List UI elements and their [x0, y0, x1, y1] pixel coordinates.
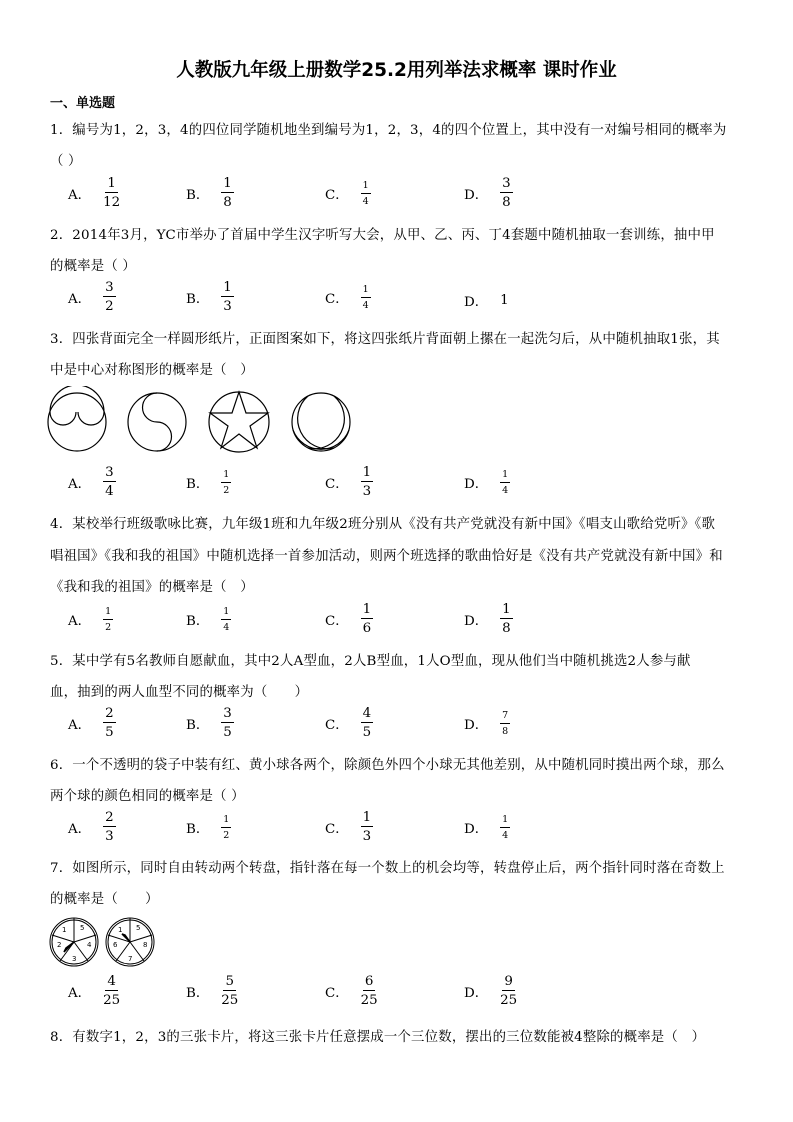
question-1-line-1: 1．编号为1，2，3，4的四位同学随机地坐到编号为1，2，3，4的四个位置上，其中没有一对编号相同的概率为	[50, 123, 727, 138]
fraction-numerator: 1	[500, 815, 510, 828]
option-d[interactable]	[464, 815, 510, 840]
fraction-denominator: 4	[362, 299, 369, 311]
option-fraction	[500, 603, 513, 636]
question-2-options	[0, 281, 793, 321]
option-fraction	[221, 281, 234, 314]
fraction-denominator: 5	[105, 725, 114, 741]
question-1-options	[0, 177, 793, 217]
fraction-denominator: 5	[223, 725, 232, 741]
option-fraction	[361, 466, 374, 499]
question-4-line-1: 4．某校举行班级歌咏比赛，九年级1班和九年级2班分别从《没有共产党就没有新中国》《唱支山歌给党听》《歌	[50, 517, 716, 532]
option-b[interactable]	[186, 815, 231, 840]
option-c[interactable]	[325, 975, 378, 1008]
question-4-line-2: 唱祖国》《我和我的祖国》中随机选择一首参加活动，则两个班选择的歌曲恰好是《没有共产党就没有新中国》和	[50, 549, 723, 564]
question-5-options	[0, 707, 793, 747]
question-2-line-1: 2．2014年3月，YC市举办了首届中学生汉字听写大会，从甲、乙、丙、丁4套题中随机抽取一套训练，抽中甲	[50, 228, 715, 243]
fraction-denominator: 2	[223, 829, 230, 841]
option-fraction	[103, 811, 116, 844]
fraction-denominator: 3	[223, 299, 232, 315]
option-fraction	[103, 281, 116, 314]
fraction-denominator: 8	[502, 195, 511, 211]
option-a[interactable]	[68, 281, 116, 314]
fraction-denominator: 4	[223, 621, 230, 633]
fraction-denominator: 8	[223, 195, 232, 211]
option-fraction	[221, 975, 238, 1008]
option-a[interactable]	[68, 607, 113, 632]
option-label: D．	[464, 187, 489, 203]
fraction-numerator: 1	[105, 177, 118, 193]
option-fraction	[221, 707, 234, 740]
option-label: A．	[68, 985, 92, 1001]
question-6-line-2: 两个球的颜色相同的概率是（ ）	[50, 789, 245, 804]
option-label: D．	[464, 295, 489, 310]
fraction-numerator: 1	[361, 811, 374, 827]
option-label: D．	[464, 985, 489, 1001]
spinner-right-num: 7	[128, 955, 133, 963]
spinner-right-num: 1	[118, 926, 123, 934]
option-fraction	[221, 815, 231, 840]
spinner-left-num: 5	[80, 924, 85, 932]
q3-figures-svg	[46, 386, 366, 458]
fraction-denominator: 25	[221, 993, 239, 1009]
fraction-numerator: 1	[361, 466, 374, 482]
option-label: B．	[186, 822, 210, 837]
option-label: C．	[325, 476, 349, 492]
spinners-svg	[48, 916, 158, 970]
question-7-line-2: 的概率是（ ）	[50, 892, 159, 907]
fraction-numerator: 3	[103, 466, 116, 482]
fraction-denominator: 12	[103, 195, 121, 211]
option-fraction	[361, 603, 374, 636]
question-6-options	[0, 811, 793, 851]
option-b[interactable]	[186, 281, 234, 314]
option-d[interactable]	[464, 975, 517, 1008]
option-d[interactable]	[464, 711, 510, 736]
option-label: B．	[186, 717, 210, 733]
option-b[interactable]	[186, 975, 238, 1008]
option-label: C．	[325, 292, 349, 307]
question-3-line-2: 中是中心对称图形的概率是（ ）	[50, 363, 254, 378]
option-fraction	[361, 285, 371, 310]
option-label: D．	[464, 613, 489, 629]
q3-circle-figures	[46, 386, 366, 462]
question-8-line-1: 8．有数字1，2，3的三张卡片，将这三张卡片任意摆成一个三位数，摆出的三位数能被4整除的概率是（ ）	[50, 1030, 706, 1045]
fraction-denominator: 2	[105, 621, 112, 633]
question-5-line-1: 5．某中学有5名教师自愿献血，其中2人A型血，2人B型血，1人O型血，现从他们当中随机挑选2人参与献	[50, 654, 691, 669]
question-3-options	[0, 466, 793, 506]
option-c[interactable]	[325, 181, 371, 206]
fraction-denominator: 5	[362, 725, 372, 741]
fraction-numerator: 3	[103, 281, 116, 297]
fraction-denominator: 4	[362, 195, 369, 207]
fraction-denominator: 3	[362, 484, 372, 500]
spinner-left-num: 1	[62, 926, 67, 934]
option-value: 1	[500, 293, 509, 308]
fraction-denominator: 25	[500, 993, 518, 1009]
option-label: B．	[186, 187, 210, 203]
fraction-numerator: 1	[361, 603, 374, 619]
option-b[interactable]	[186, 177, 234, 210]
question-1-line-2: （ ）	[50, 154, 82, 169]
fraction-denominator: 8	[502, 621, 511, 637]
fraction-denominator: 25	[103, 993, 121, 1009]
option-label: C．	[325, 188, 349, 203]
question-5-line-2: 血，抽到的两人血型不同的概率为（ ）	[50, 685, 309, 700]
section-heading: 一、单选题	[50, 96, 116, 111]
option-label: C．	[325, 985, 349, 1001]
question-7-line-1: 7．如图所示，同时自由转动两个转盘，指针落在每一个数上的机会均等，转盘停止后，两个指针同时落在奇数上	[50, 861, 725, 876]
option-label: D．	[464, 718, 489, 733]
option-fraction	[221, 607, 231, 632]
question-4-line-3: 《我和我的祖国》的概率是（ ）	[50, 580, 254, 595]
figure-circle-star	[209, 392, 269, 452]
spinner-right-num: 6	[113, 941, 118, 949]
spinner-right-num: 5	[136, 924, 141, 932]
fraction-denominator: 4	[502, 829, 509, 841]
fraction-numerator: 1	[221, 281, 234, 297]
fraction-denominator: 4	[502, 484, 509, 496]
option-c[interactable]	[325, 466, 373, 499]
option-a[interactable]	[68, 466, 116, 499]
option-fraction	[361, 975, 378, 1008]
option-b[interactable]	[186, 707, 234, 740]
option-c[interactable]	[325, 811, 373, 844]
question-4-options	[0, 603, 793, 643]
fraction-numerator: 7	[500, 711, 510, 724]
option-label: B．	[186, 477, 210, 492]
fraction-numerator: 1	[103, 607, 113, 620]
option-fraction	[500, 815, 510, 840]
fraction-numerator: 9	[502, 975, 515, 991]
option-fraction	[361, 707, 374, 740]
option-a[interactable]	[68, 811, 116, 844]
fraction-numerator: 1	[500, 470, 510, 483]
option-fraction	[500, 975, 517, 1008]
option-fraction	[361, 811, 374, 844]
spinner-left-num: 3	[72, 955, 77, 963]
option-d[interactable]	[464, 603, 513, 636]
option-fraction	[221, 470, 231, 495]
question-2-line-2: 的概率是（ ）	[50, 259, 136, 274]
option-a[interactable]	[68, 177, 120, 210]
fraction-numerator: 1	[361, 285, 371, 298]
fraction-numerator: 6	[363, 975, 376, 991]
fraction-numerator: 4	[361, 707, 374, 723]
fraction-numerator: 1	[221, 815, 231, 828]
fraction-denominator: 4	[105, 484, 114, 500]
fraction-numerator: 2	[103, 707, 116, 723]
fraction-numerator: 1	[221, 470, 231, 483]
figure-circle-trefoil	[292, 393, 350, 451]
fraction-numerator: 3	[221, 707, 234, 723]
fraction-numerator: 2	[103, 811, 116, 827]
fraction-denominator: 2	[223, 484, 230, 496]
spinner-left-num: 4	[87, 941, 92, 949]
option-label: C．	[325, 717, 349, 733]
question-3-line-1: 3．四张背面完全一样圆形纸片，正面图案如下，将这四张纸片背面朝上摞在一起洗匀后，从中随机抽取1张，其	[50, 332, 720, 347]
fraction-denominator: 3	[105, 829, 114, 845]
document-title: 人教版九年级上册数学25.2用列举法求概率 课时作业	[176, 60, 617, 81]
option-d[interactable]	[464, 177, 513, 210]
figure-circle-s-curve	[128, 393, 186, 451]
option-a[interactable]	[68, 707, 116, 740]
q7-spinners-figure	[48, 916, 158, 974]
option-fraction	[361, 181, 371, 206]
option-a[interactable]	[68, 975, 120, 1008]
option-c[interactable]	[325, 707, 373, 740]
option-label: A．	[68, 614, 92, 629]
option-c[interactable]	[325, 603, 373, 636]
fraction-denominator: 2	[105, 299, 114, 315]
option-b[interactable]	[186, 607, 231, 632]
option-label: A．	[68, 476, 92, 492]
question-6-line-1: 6．一个不透明的袋子中装有红、黄小球各两个，除颜色外四个小球无其他差别，从中随机同时摸出两个球，那么	[50, 758, 725, 773]
option-label: A．	[68, 717, 92, 733]
option-fraction	[103, 177, 120, 210]
fraction-numerator: 4	[105, 975, 118, 991]
option-label: A．	[68, 187, 92, 203]
figure-circle-two-arcs	[48, 386, 106, 451]
option-fraction	[103, 975, 120, 1008]
fraction-numerator: 1	[500, 603, 513, 619]
option-d[interactable]	[464, 291, 509, 310]
option-label: A．	[68, 291, 92, 307]
option-fraction	[500, 470, 510, 495]
option-b[interactable]	[186, 470, 231, 495]
option-label: C．	[325, 613, 349, 629]
question-7-options	[0, 975, 793, 1015]
fraction-denominator: 6	[362, 621, 372, 637]
fraction-denominator: 25	[360, 993, 378, 1009]
option-label: C．	[325, 821, 349, 837]
option-label: A．	[68, 821, 92, 837]
option-fraction	[500, 711, 510, 736]
fraction-denominator: 3	[362, 829, 372, 845]
option-d[interactable]	[464, 470, 510, 495]
left-pointer-icon	[64, 942, 74, 952]
option-label: B．	[186, 614, 210, 629]
option-label: D．	[464, 477, 489, 492]
fraction-numerator: 5	[223, 975, 236, 991]
fraction-numerator: 1	[361, 181, 371, 194]
option-label: B．	[186, 291, 210, 307]
fraction-numerator: 3	[500, 177, 513, 193]
option-fraction	[103, 466, 116, 499]
spinner-left-num: 2	[57, 941, 62, 949]
spinner-right-num: 8	[143, 941, 148, 949]
option-fraction	[221, 177, 234, 210]
option-label: B．	[186, 985, 210, 1001]
fraction-numerator: 1	[221, 607, 231, 620]
option-fraction	[103, 707, 116, 740]
fraction-numerator: 1	[221, 177, 234, 193]
option-c[interactable]	[325, 285, 371, 310]
option-fraction	[103, 607, 113, 632]
option-fraction	[500, 177, 513, 210]
option-label: D．	[464, 822, 489, 837]
fraction-denominator: 8	[502, 725, 509, 737]
